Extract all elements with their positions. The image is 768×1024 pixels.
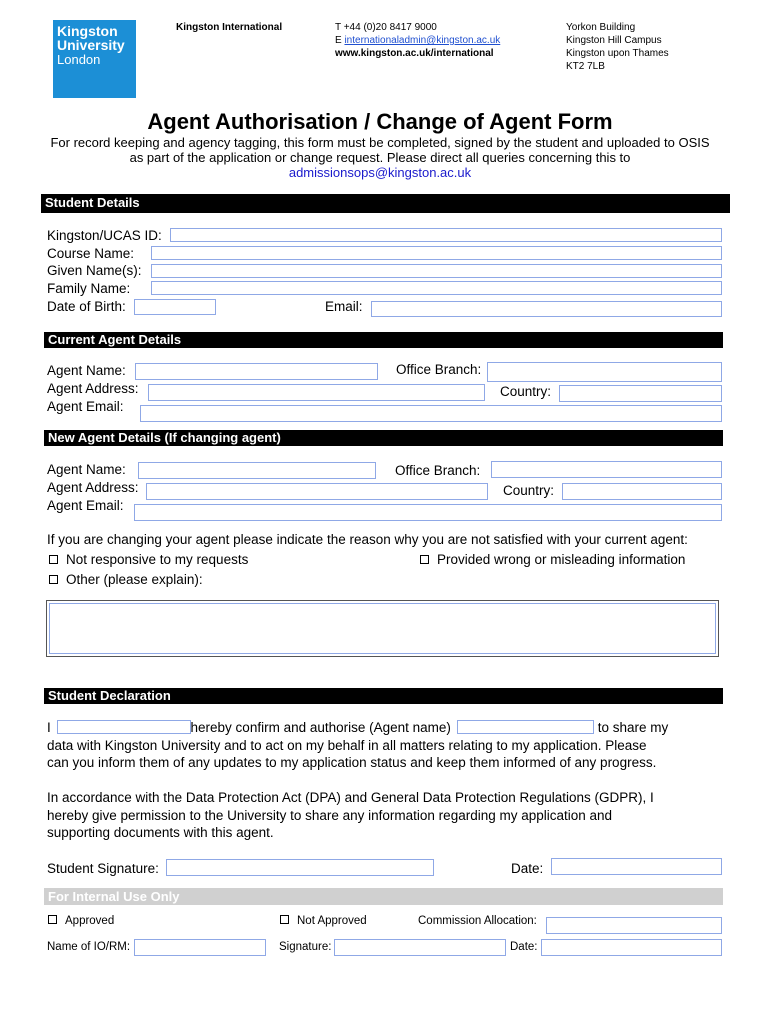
current-agent-email-label: Agent Email: — [47, 399, 124, 414]
kingston-logo — [53, 20, 136, 98]
section-current-agent: Current Agent Details — [44, 332, 723, 348]
dob-label: Date of Birth: — [47, 299, 126, 314]
new-country-field[interactable] — [562, 483, 722, 500]
checkbox-not-responsive[interactable] — [49, 555, 58, 564]
address-line: KT2 7LB — [566, 61, 605, 72]
current-country-field[interactable] — [559, 385, 722, 402]
commission-allocation-field[interactable] — [546, 917, 722, 934]
reason-option-other[interactable] — [49, 572, 203, 587]
declaration-paragraph-2 — [47, 789, 737, 842]
logo-line-1: Kingston — [57, 23, 118, 39]
current-agent-address-label: Agent Address: — [47, 381, 139, 396]
address-line: Yorkon Building — [566, 22, 636, 33]
internal-date-label: Date: — [510, 941, 538, 953]
current-agent-name-field[interactable] — [135, 363, 378, 380]
io-rm-name-field[interactable] — [134, 939, 266, 956]
checkbox-other[interactable] — [49, 575, 58, 584]
kingston-id-field[interactable] — [170, 228, 722, 242]
checkbox-approved[interactable] — [48, 915, 57, 924]
declaration-text: supporting documents with this agent. — [47, 825, 274, 840]
internal-not-approved-label: Not Approved — [297, 915, 367, 927]
logo-line-3: London — [57, 52, 101, 67]
student-email-field[interactable] — [371, 301, 722, 317]
reason-option-wrong-info[interactable] — [420, 552, 685, 567]
new-agent-name-field[interactable] — [138, 462, 376, 479]
declaration-text: hereby confirm and authorise (Agent name) — [190, 720, 451, 735]
checkbox-not-approved[interactable] — [280, 915, 289, 924]
intro-line-2: as part of the application or change request. Please direct all queries concerning this to — [129, 150, 631, 165]
new-agent-address-field[interactable] — [146, 483, 488, 500]
section-student-details: Student Details — [41, 194, 730, 213]
admissions-email-link[interactable]: admissionsops@kingston.ac.uk — [288, 165, 472, 180]
student-email-label: Email: — [325, 299, 363, 314]
current-country-label: Country: — [500, 384, 552, 399]
family-name-field[interactable] — [151, 281, 722, 295]
dob-field[interactable] — [134, 299, 216, 315]
reason-option-label: Provided wrong or misleading information — [437, 552, 686, 567]
internal-not-approved[interactable] — [280, 915, 367, 927]
declaration-paragraph-1 — [47, 719, 737, 772]
declaration-text: In accordance with the Data Protection Act (DPA) and General Data Protection Regulations (GDPR), I — [47, 790, 654, 805]
new-agent-email-label: Agent Email: — [47, 498, 124, 513]
checkbox-wrong-info[interactable] — [420, 555, 429, 564]
new-agent-name-label: Agent Name: — [47, 462, 126, 477]
form-title: Agent Authorisation / Change of Agent Form — [147, 109, 613, 134]
current-agent-name-label: Agent Name: — [47, 363, 126, 378]
address-block — [566, 21, 669, 73]
declaration-text: hereby give permission to the University to share any information regarding my application and — [47, 807, 613, 823]
contact-block — [335, 21, 500, 60]
other-reason-inner — [49, 603, 716, 654]
contact-email-link[interactable]: internationaladmin@kingston.ac.uk — [344, 35, 501, 46]
student-signature-field[interactable] — [166, 859, 434, 876]
section-new-agent: New Agent Details (If changing agent) — [44, 430, 723, 446]
declaration-agent-name-field[interactable] — [457, 720, 594, 734]
internal-signature-label: Signature: — [279, 941, 332, 953]
phone: T +44 (0)20 8417 9000 — [335, 22, 437, 33]
new-office-branch-label: Office Branch: — [395, 463, 481, 478]
family-name-label: Family Name: — [47, 281, 131, 296]
address-line: Kingston Hill Campus — [566, 35, 662, 46]
declaration-date-field[interactable] — [551, 858, 722, 875]
student-signature-label: Student Signature: — [47, 861, 159, 876]
section-declaration: Student Declaration — [44, 688, 723, 704]
reason-question: If you are changing your agent please indicate the reason why you are not satisfied with your current agent: — [47, 532, 688, 547]
given-names-label: Given Name(s): — [47, 263, 142, 278]
course-name-label: Course Name: — [47, 246, 135, 261]
internal-approved[interactable] — [48, 915, 114, 927]
course-name-field[interactable] — [151, 246, 722, 260]
internal-approved-label: Approved — [65, 915, 115, 927]
email-prefix: E — [335, 35, 342, 46]
section-internal-use: For Internal Use Only — [44, 888, 723, 905]
given-names-field[interactable] — [151, 264, 722, 278]
current-office-branch-field[interactable] — [487, 362, 722, 382]
website: www.kingston.ac.uk/international — [335, 48, 494, 59]
internal-signature-field[interactable] — [334, 939, 506, 956]
org-name: Kingston International — [176, 22, 283, 33]
new-office-branch-field[interactable] — [491, 461, 722, 478]
intro-line-1: For record keeping and agency tagging, this form must be completed, signed by the student and uploaded to OSIS — [50, 135, 710, 150]
kingston-id-label: Kingston/UCAS ID: — [47, 228, 162, 243]
reason-option-label: Not responsive to my requests — [66, 552, 249, 567]
intro-text — [0, 135, 760, 180]
declaration-text: to share my — [597, 720, 669, 735]
logo-line-2: University — [57, 37, 125, 53]
declaration-text: data with Kingston University and to act on my behalf in all matters relating to my application. Please — [47, 737, 647, 753]
current-agent-address-field[interactable] — [148, 384, 485, 401]
new-country-label: Country: — [503, 483, 555, 498]
reason-option-not-responsive[interactable] — [49, 552, 248, 567]
declaration-text: I — [47, 720, 51, 735]
current-office-branch-label: Office Branch: — [396, 362, 482, 377]
address-line: Kingston upon Thames — [566, 48, 669, 59]
commission-allocation-label: Commission Allocation: — [418, 915, 537, 927]
io-rm-name-label: Name of IO/RM: — [47, 941, 131, 953]
declaration-text: can you inform them of any updates to my application status and keep them informed of any progress. — [47, 755, 657, 770]
new-agent-address-label: Agent Address: — [47, 480, 139, 495]
other-reason-textarea[interactable] — [46, 600, 719, 657]
declaration-date-label: Date: — [511, 861, 544, 876]
reason-option-label: Other (please explain): — [66, 572, 203, 587]
declaration-student-name-field[interactable] — [57, 720, 191, 734]
current-agent-email-field[interactable] — [140, 405, 722, 422]
internal-date-field[interactable] — [541, 939, 722, 956]
new-agent-email-field[interactable] — [134, 504, 722, 521]
